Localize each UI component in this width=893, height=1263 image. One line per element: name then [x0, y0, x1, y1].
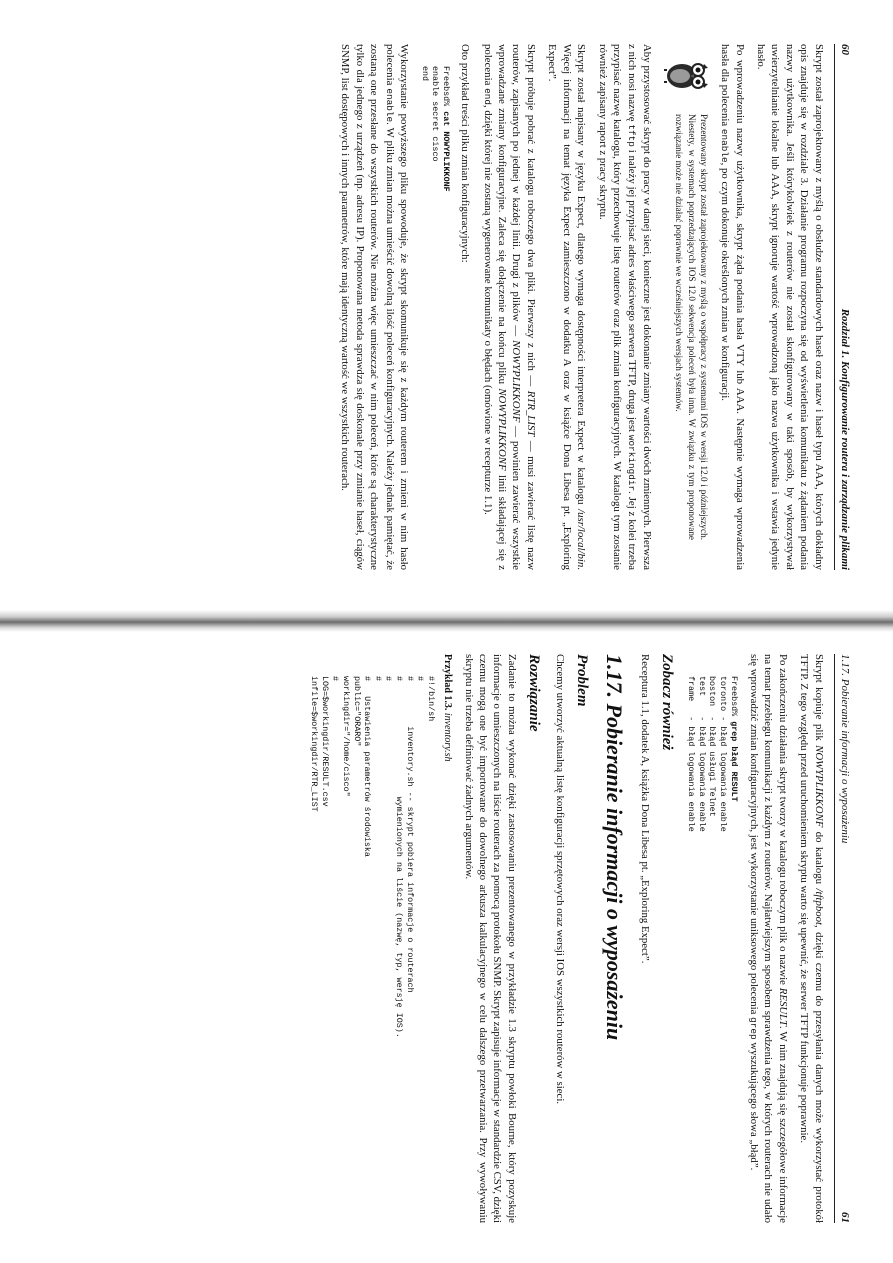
paragraph: Po wprowadzeniu nazwy użytkownika, skrypt żąda podania hasła VTY lub AAA. Następnie wymaga wprowadzenia hasła dla polecenia enable, po czym dokonuje określonych zmian w konfiguracji.	[719, 44, 746, 570]
section-running-title: 1.17. Pobieranie informacji o wyposażeniu	[839, 654, 851, 844]
owl-icon	[664, 44, 710, 108]
paragraph: Chcemy utworzyć aktualną listę konfiguracji sprzętowych oraz wersji IOS wszystkich routerów w sieci.	[554, 654, 567, 1105]
paragraph: Zadanie to można wykonać dzięki zastosowaniu prezentowanego w przykładzie 1.3 skryptu powłoki Bourne, który pozyskuje informacje o umieszczonych na liście routerach za pomocą protokołu SNMP. Skrypt zapisuje informacje w standardzie CSV, dzięki czemu mogą one być importowane do dowolnego arkusza kalkulacyjnego w celu dalszego przetwarzania. Przy wywoływaniu skryptu nie trzeba definiować żadnych argumentów.	[462, 654, 518, 1223]
paragraph: Wykorzystanie powyższego pliku spowoduje, że skrypt skomunikuje się z każdym routerem i zmieni w nim hasło polecenia enable. W pliku zmian można umieścić dowolną ilość poleceń konfiguracyjnych. Należy jednak pamiętać, że zostaną one przesłane do wszystkich routerów. Nie można więc umieszczać w nim poleceń, które są charakterystyczne tylko dla jednego z urządzeń (np. adresu IP). Proponowana metoda sprawdza się doskonale przy zmianie haseł, ciągów SNMP, list dostępowych i innych parametrów, które mają identyczną wartość we wszystkich routerach.	[339, 44, 411, 570]
book-page-61	[40, 640, 880, 1245]
book-page-60	[40, 30, 880, 600]
paragraph: Receptura 1.1, dodatek A, książka Dona Libesa pt. „Exploring Expect”.	[638, 654, 651, 964]
example-caption: Przykład 1.3. inventory.sh	[442, 654, 454, 762]
section-heading: 1.17. Pobieranie informacji o wyposażeniu	[602, 654, 628, 1041]
code-listing: Freebsd% cat NOWYPLIKKONF enable secret cisco end	[419, 66, 451, 192]
note-box	[664, 44, 710, 570]
chapter-title: Rozdział 1. Konfigurowanie routera i zarządzanie plikami	[839, 308, 851, 570]
code-listing: #!/bin/sh # # inventory.sh -- skrypt pobiera informacje o routerach # wymienionych na liście (nazwę, typ, wersję IOS). # # # Ustawienia parametrów środowiska public="ORARO" workingdir="/home/cisco" # LOG=$workingdir/RESULT.csv infile=$workingdir/RTR_LIST	[309, 676, 436, 1038]
book-binding	[0, 610, 893, 632]
paragraph: Po zakończeniu działania skrypt tworzy w katalogu roboczym plik o nazwie RESULT. W nim znajdują się szczegółowe informacje na temat przebiegu komunikacji z każdym z routerów. Najłatwiejszym sposobem sprawdzenia tego, w których routerach nie udało się wprowadzić zmian konfiguracyjnych, jest wykorzystanie uniksowego polecenia grep wyszukującego słowa „błąd”.	[747, 654, 789, 1223]
running-head	[834, 44, 852, 570]
paragraph: Aby przystosować skrypt do pracy w danej sieci, konieczne jest dokonanie zmiany wartości dwóch zmiennych. Pierwsza z nich nosi nazwę tftp i należy jej przypisać adres właściwego serwera TFTP, druga jest workingdir. Jej z kolei trzeba przypisać nazwę katalogu, który przechowuje listę routerów oraz plik zmian konfiguracyjnych. W katalogu tym zostanie również zapisany raport z pracy skryptu.	[596, 44, 653, 570]
problem-heading: Problem	[574, 654, 591, 707]
solution-heading: Rozwiązanie	[525, 654, 542, 732]
page-number: 60	[839, 44, 851, 55]
paragraph: Skrypt został zaprojektowany z myślą o obsłudze standardowych haseł oraz nazw i haseł typu AAA, których dokładny opis znajduje się w rozdziale 3. Działanie programu rozpoczyna się od wyświetlenia komunikatu z żądaniem podania nazwy użytkownika. Jeśli którykolwiek z routerów nie został skonfigurowany w taki sposób, by wykorzystywał uwierzytelnianie lokalne lub AAA, skrypt ignoruje wartość wprowadzoną jako nazwa użytkownika i wstawia jedynie hasło.	[754, 44, 825, 570]
code-listing: Freebsd% grep błąd RESULT toronto - błąd logowania enable boston - błąd usługi Telnet test - błąd logowania enable frame - błąd logowania enable	[686, 676, 739, 832]
paragraph: Skrypt kopiuje plik NOWYPLIKKONF do katalogu /tftpboot, dzięki czemu do przesyłania danych może wykorzystać protokół TFTP. Z tego względu przed uruchomieniem skryptu warto się upewnić, że serwer TFTP funkcjonuje poprawnie.	[798, 654, 825, 1224]
page-number: 61	[839, 1212, 851, 1223]
running-head	[834, 654, 852, 1223]
paragraph: Skrypt próbuje pobrać z katalogu roboczego dwa pliki. Pierwszy z nich — RTR_LIST — musi zawierać listę nazw routerów, zapisanych po jednej w każdej linii. Drugi z plików — NOWYPLIKKONF — powinien zawierać wszystkie wprowadzane zmiany konfiguracyjne. Zaleca się dołączenie na końcu pliku NOWYPLIKKONF linii składającej się z polecenia end, dzięki której nie zostaną wygenerowane komunikaty o błędach (omówione w recepturze 1.1).	[481, 44, 537, 570]
paragraph: Skrypt został napisany w języku Expect, dlatego wymaga dostępności interpretera Expect w katalogu /usr/local/bin. Więcej informacji na temat języka Expect zamieszczono w dodatku A oraz w książce Dona Libesa pt. „Exploring Expect”.	[546, 44, 588, 570]
paragraph: Oto przykład treści pliku zmian konfiguracyjnych:	[459, 44, 472, 263]
see-also-heading: Zobacz również	[658, 654, 675, 751]
note-text: Prezentowany skrypt został zaprojektowany z myślą o współpracy z systemami IOS w wersji 12.0 i późniejszych. Niestety, w systemach poprzedzających IOS 12.0 sekwencja poleceń była inna. W związku z tym proponowane rozwiązanie może nie działać poprawnie we wcześniejszych wersjach systemów.	[674, 114, 709, 540]
